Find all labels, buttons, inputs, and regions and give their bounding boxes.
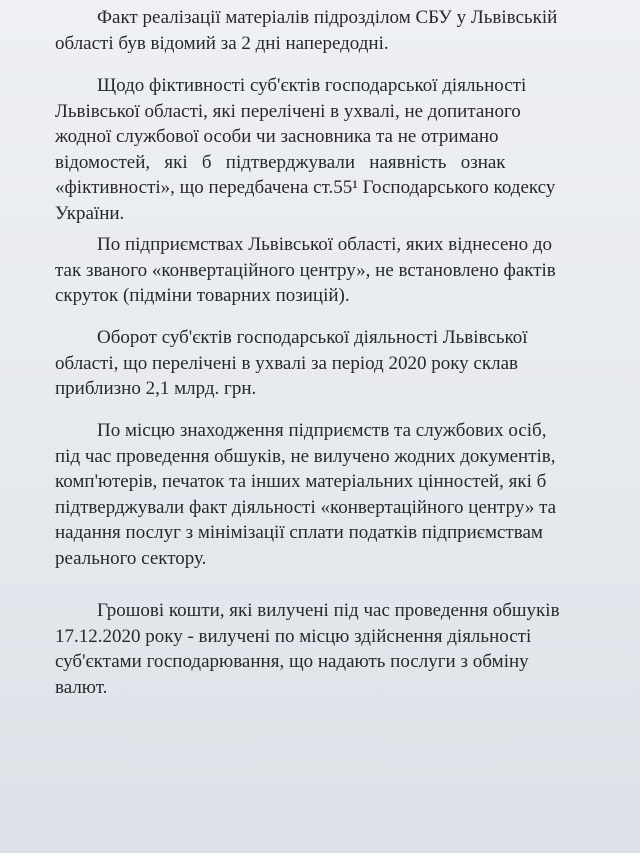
paragraph-line: жодної службової особи чи засновника та не отримано (55, 126, 499, 147)
paragraph-2 (55, 73, 615, 226)
paragraph-5 (55, 418, 615, 571)
paragraph-3 (55, 232, 615, 309)
paragraph-line: надання послуг з мінімізації сплати податків підприємствам (55, 522, 543, 543)
paragraph-line: 17.12.2020 року - вилучені по місцю здійснення діяльності (55, 625, 532, 647)
paragraph-line: Грошові кошти, які вилучені під час проведення обшуків (97, 600, 560, 621)
paragraph-line: реального сектору. (55, 547, 207, 569)
paragraph-4 (55, 325, 615, 402)
paragraph-line: По підприємствах Львівської області, яких віднесено до (97, 234, 552, 255)
paragraph-1 (55, 5, 615, 56)
paragraph-line: суб'єктами господарювання, що надають послуги з обміну (55, 651, 529, 672)
paragraph-line: валют. (55, 676, 108, 698)
paragraph-line: під час проведення обшуків, не вилучено жодних документів, (55, 445, 556, 467)
paragraph-line: відомостей, які б підтверджували наявність ознак (55, 151, 506, 173)
paragraph-line: підтверджували факт діяльності «конвертаційного центру» та (55, 496, 557, 518)
paragraph-line: Львівської області, які перелічені в ухвалі, не допитаного (55, 100, 521, 122)
paragraph-line: України. (55, 202, 125, 224)
paragraph-line: так званого «конвертаційного центру», не встановлено фактів (55, 259, 556, 281)
paragraph-line: «фіктивності», що передбачена ст.55¹ Господарського кодексу (55, 177, 556, 198)
paragraph-line: області, що перелічені в ухвалі за період 2020 року склав (55, 352, 518, 374)
paragraph-line: Щодо фіктивності суб'єктів господарської діяльності (97, 75, 527, 96)
paragraph-line: комп'ютерів, печаток та інших матеріальних цінностей, які б (55, 471, 547, 492)
paragraph-line: По місцю знаходження підприємств та службових осіб, (97, 420, 547, 441)
paragraph-6 (55, 598, 615, 700)
paragraph-line: приблизно 2,1 млрд. грн. (55, 378, 257, 399)
paragraph-line: Факт реалізації матеріалів підрозділом СБУ у Львівській (97, 7, 558, 28)
paragraph-line: області був відомий за 2 дні напередодні. (55, 32, 389, 54)
paragraph-line: Оборот суб'єктів господарської діяльності Львівської (97, 327, 528, 348)
paragraph-line: скруток (підміни товарних позицій). (55, 285, 350, 306)
